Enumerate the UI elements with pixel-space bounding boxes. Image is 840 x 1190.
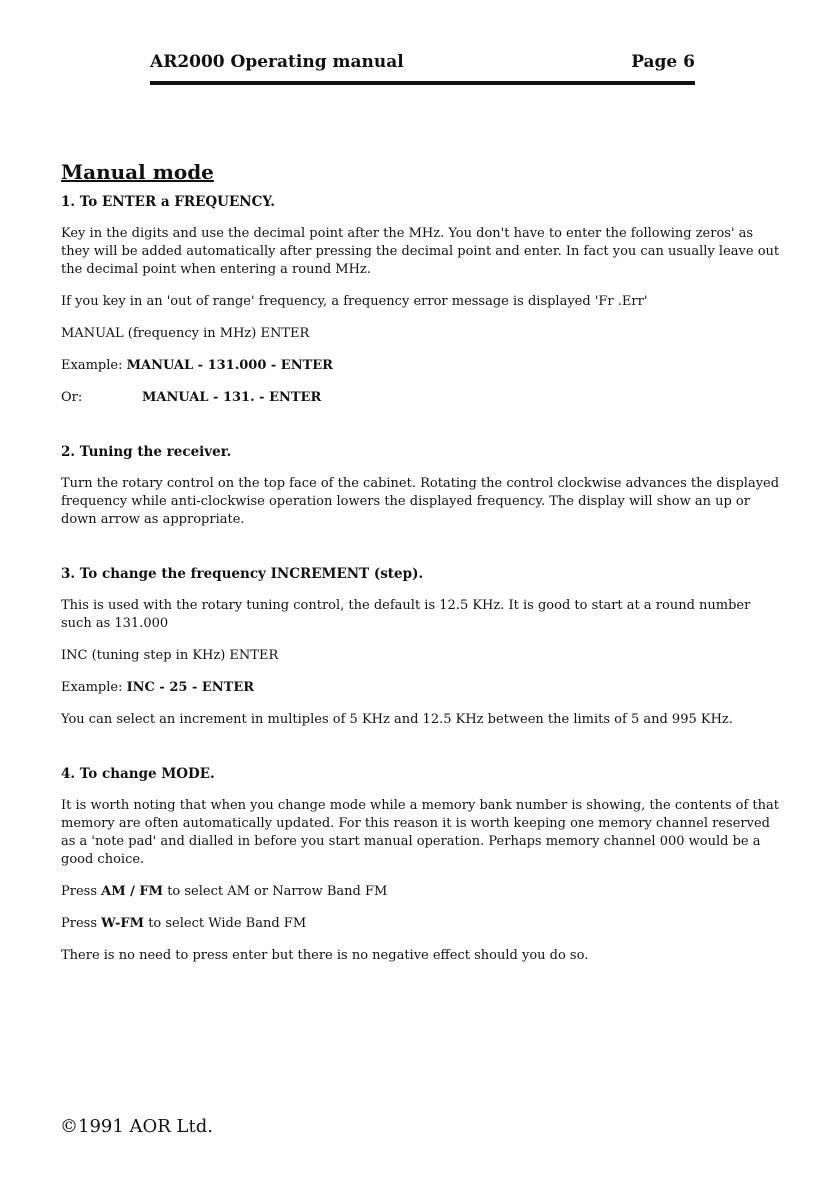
section-title: Manual mode (61, 160, 214, 184)
increment-limits-text: You can select an increment in multiples of 5 KHz and 12.5 KHz between the limits of 5 and 995 KHz. (61, 712, 733, 727)
press-wfm-desc: to select Wide Band FM (148, 916, 307, 931)
page-number: Page 6 (631, 52, 695, 72)
am-fm-key: AM / FM (101, 884, 164, 899)
example-label: Example: (61, 680, 123, 695)
wfm-key: W-FM (101, 916, 145, 931)
inc-example (61, 679, 781, 697)
or-value: MANUAL - 131. - ENTER (142, 390, 322, 405)
heading-increment: 3. To change the frequency INCREMENT (step). (61, 566, 424, 582)
manual-syntax: MANUAL (frequency in MHz) ENTER (61, 326, 310, 341)
header-rule (150, 81, 695, 85)
press-wfm (61, 915, 781, 933)
heading-enter-frequency: 1. To ENTER a FREQUENCY. (61, 194, 275, 210)
example-label: Example: (61, 358, 123, 373)
press-am-fm (61, 883, 781, 901)
manual-example (61, 357, 781, 375)
press-label: Press (61, 884, 97, 899)
inc-syntax: INC (tuning step in KHz) ENTER (61, 648, 279, 663)
press-am-fm-desc: to select AM or Narrow Band FM (167, 884, 388, 899)
manual-title: AR2000 Operating manual (150, 52, 404, 72)
press-label: Press (61, 916, 97, 931)
increment-text: This is used with the rotary tuning control, the default is 12.5 KHz. It is good to start at a round number such as 131.000 (61, 598, 751, 631)
or-label: Or: (61, 390, 83, 405)
page-header (150, 50, 695, 90)
example-value: MANUAL - 131.000 - ENTER (126, 358, 333, 373)
heading-tuning: 2. Tuning the receiver. (61, 444, 232, 460)
no-need-enter-text: There is no need to press enter but there is no negative effect should you do so. (61, 948, 589, 963)
tuning-text: Turn the rotary control on the top face of the cabinet. Rotating the control clockwise advances the displayed frequency while anti-clockwise operation lowers the displayed frequency. The display will show an up or down arrow as appropriate. (61, 476, 780, 527)
footer-copyright: ©1991 AOR Ltd. (60, 1116, 213, 1137)
example-value: INC - 25 - ENTER (126, 680, 255, 695)
heading-mode: 4. To change MODE. (61, 766, 215, 782)
page-content (61, 160, 781, 979)
enter-frequency-text: Key in the digits and use the decimal point after the MHz. You don't have to enter the following zeros' as they will be added automatically after pressing the decimal point and enter. In fact you can usually leave out the decimal point when entering a round MHz. (61, 226, 780, 277)
manual-or-example (61, 389, 781, 407)
out-of-range-text: If you key in an 'out of range' frequency, a frequency error message is displayed 'Fr .Err' (61, 294, 648, 309)
mode-text: It is worth noting that when you change mode while a memory bank number is showing, the contents of that memory are often automatically updated. For this reason it is worth keeping one memory channel reserved as a 'note pad' and dialled in before you start manual operation. Perhaps memory channel 000 would be a good choice. (61, 798, 779, 867)
